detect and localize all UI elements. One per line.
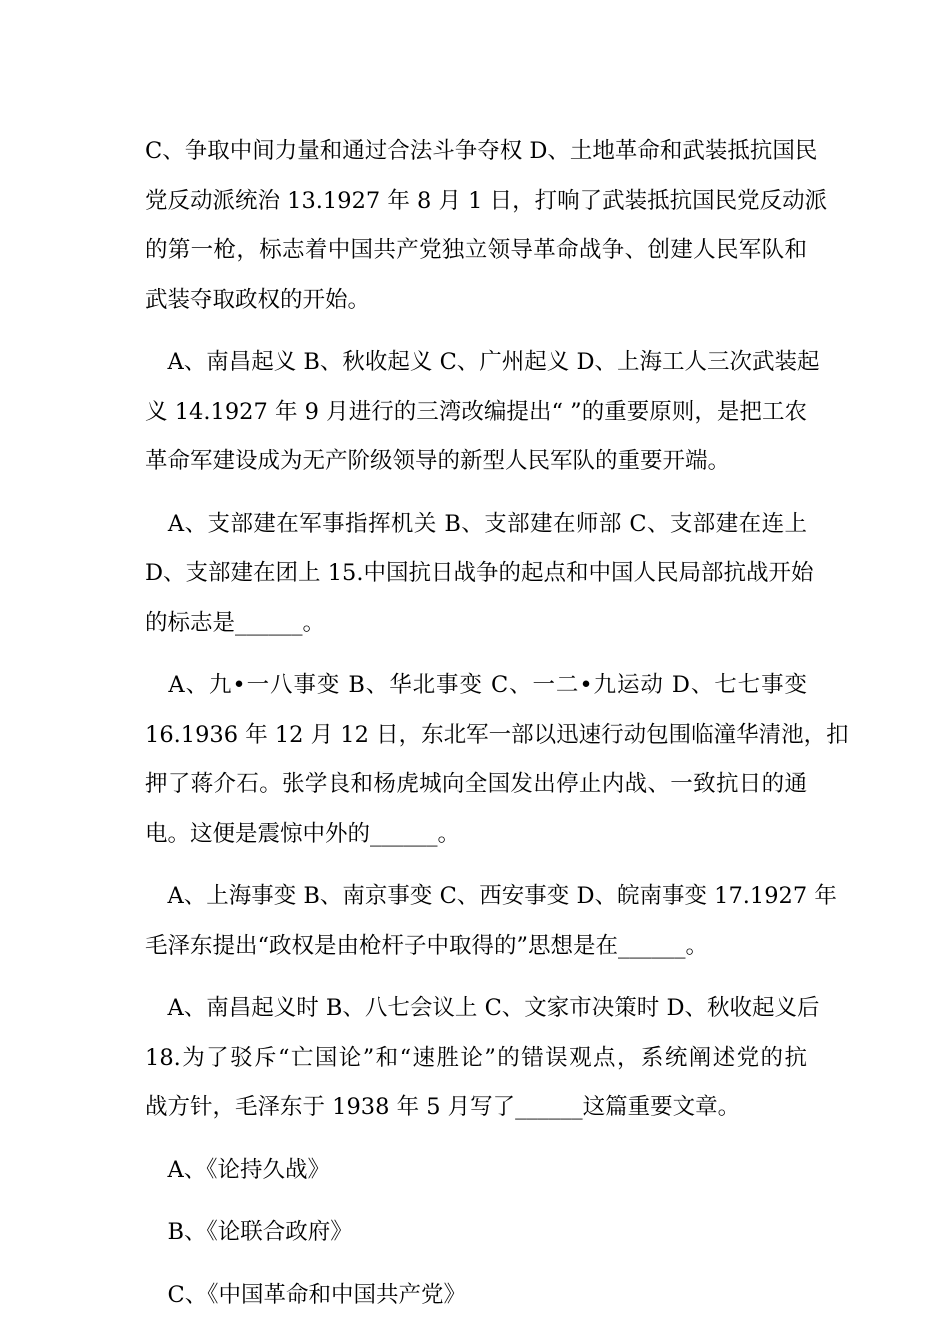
option-paragraph (145, 1271, 807, 1321)
document-page (145, 127, 849, 1320)
text-line: 的第一枪，标志着中国共产党独立领导革命战争、创建人民军队和 (145, 237, 807, 263)
text-line: A、南昌起义 B、秋收起义 C、广州起义 D、上海工人三次武装起 (145, 349, 820, 375)
paragraph (145, 500, 814, 649)
paragraph (145, 127, 828, 325)
text-line: 党反动派统治 13.1927 年 8 月 1 日，打响了武装抵抗国民党反动派 (145, 187, 828, 214)
text-line: A、《论持久战》 (145, 1156, 330, 1183)
option-paragraph (145, 1146, 807, 1196)
text-line: 毛泽东提出“政权是由枪杆子中取得的”思想是在______。 (145, 932, 709, 959)
text-line: 电。这便是震惊中外的______。 (145, 820, 461, 847)
text-line: 的标志是______。 (145, 609, 326, 636)
paragraph (145, 661, 849, 859)
text-line: A、九•一八事变 B、华北事变 C、一二•九运动 D、七七事变 (145, 672, 807, 698)
text-line: 革命军建设成为无产阶级领导的新型人民军队的重要开端。 (145, 448, 731, 474)
text-line: 18.为了驳斥“亡国论”和“速胜论”的错误观点，系统阐述党的抗 (145, 1044, 807, 1071)
text-line: 押了蒋介石。张学良和杨虎城向全国发出停止内战、一致抗日的通 (145, 771, 807, 797)
text-line: 义 14.1927 年 9 月进行的三湾改编提出“ ”的重要原则，是把工农 (145, 398, 807, 425)
text-line: B、《论联合政府》 (145, 1219, 353, 1245)
text-line: D、支部建在团上 15.中国抗日战争的起点和中国人民局部抗战开始 (145, 560, 814, 586)
text-line: 武装夺取政权的开始。 (145, 286, 371, 313)
text-line: A、南昌起义时 B、八七会议上 C、文家市决策时 D、秋收起义后 (145, 995, 820, 1021)
paragraph (145, 872, 837, 971)
text-line: 战方针，毛泽东于 1938 年 5 月写了______这篇重要文章。 (145, 1094, 741, 1120)
text-line: 16.1936 年 12 月 12 日，东北军一部以迅速行动包围临潼华清池，扣 (145, 721, 849, 748)
text-line: A、支部建在军事指挥机关 B、支部建在师部 C、支部建在连上 (145, 510, 807, 537)
paragraph (145, 338, 820, 487)
text-line: C、《中国革命和中国共产党》 (145, 1281, 466, 1308)
text-line: A、上海事变 B、南京事变 C、西安事变 D、皖南事变 17.1927 年 (145, 883, 837, 909)
paragraph (145, 984, 820, 1133)
option-paragraph (145, 1208, 807, 1258)
text-line: C、争取中间力量和通过合法斗争夺权 D、土地革命和武装抵抗国民 (145, 138, 818, 164)
